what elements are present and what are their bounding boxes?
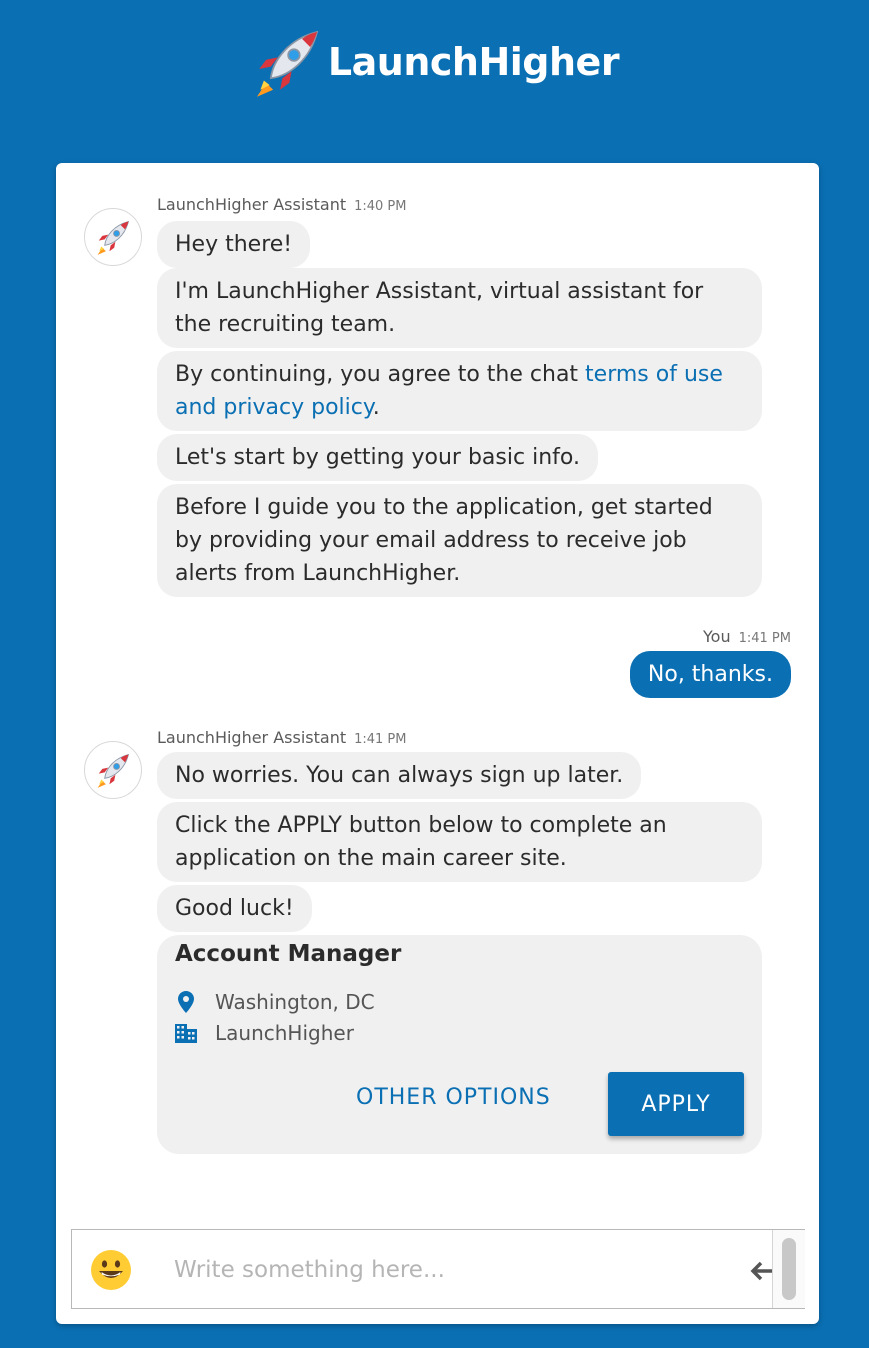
job-company [175,1021,354,1045]
message-time: 1:41 PM [354,732,407,747]
brand-name: LaunchHigher [327,40,620,84]
job-location [175,990,375,1014]
message-time: 1:41 PM [738,631,791,646]
job-card [157,935,762,1154]
sender-name: LaunchHigher Assistant [157,195,347,214]
message-bubble [157,351,762,431]
rocket-icon [94,218,132,256]
job-location-text: Washington, DC [215,990,375,1014]
user-message-bubble: No, thanks. [630,651,791,698]
scroll-thumb[interactable] [782,1238,796,1300]
message-bubble: Let's start by getting your basic info. [157,434,598,481]
message-bubble: Good luck! [157,885,312,932]
emoji-smile-icon[interactable] [90,1249,132,1291]
rocket-icon [250,25,324,99]
message-meta [157,728,407,747]
job-title: Account Manager [175,941,402,967]
chat-window [56,163,819,1324]
app-header [0,0,869,140]
map-pin-icon [175,991,197,1013]
terms-suffix: . [372,395,380,420]
sender-name: LaunchHigher Assistant [157,728,347,747]
assistant-avatar [84,741,142,799]
message-bubble: Before I guide you to the application, get started by providing your email address to receive job alerts from LaunchHigher. [157,484,762,597]
message-bubble: No worries. You can always sign up later. [157,752,641,799]
composer-scrollbar[interactable] [772,1230,805,1308]
message-time: 1:40 PM [354,199,407,214]
brand-logo [250,25,619,99]
message-input[interactable] [174,1252,734,1288]
message-bubble: I'm LaunchHigher Assistant, virtual assistant for the recruiting team. [157,268,762,348]
sender-name: You [703,627,731,646]
message-bubble: Hey there! [157,221,310,268]
terms-text: By continuing, you agree to the chat [175,362,586,387]
job-company-text: LaunchHigher [215,1021,354,1045]
building-icon [175,1022,197,1044]
message-composer [71,1229,805,1309]
assistant-avatar [84,208,142,266]
message-meta [703,627,791,646]
rocket-icon [94,751,132,789]
terms-link[interactable]: terms of use and privacy policy [175,362,723,420]
message-meta [157,195,407,214]
other-options-button[interactable]: OTHER OPTIONS [356,1085,551,1110]
message-bubble: Click the APPLY button below to complete an application on the main career site. [157,802,762,882]
apply-button[interactable]: APPLY [608,1072,744,1136]
